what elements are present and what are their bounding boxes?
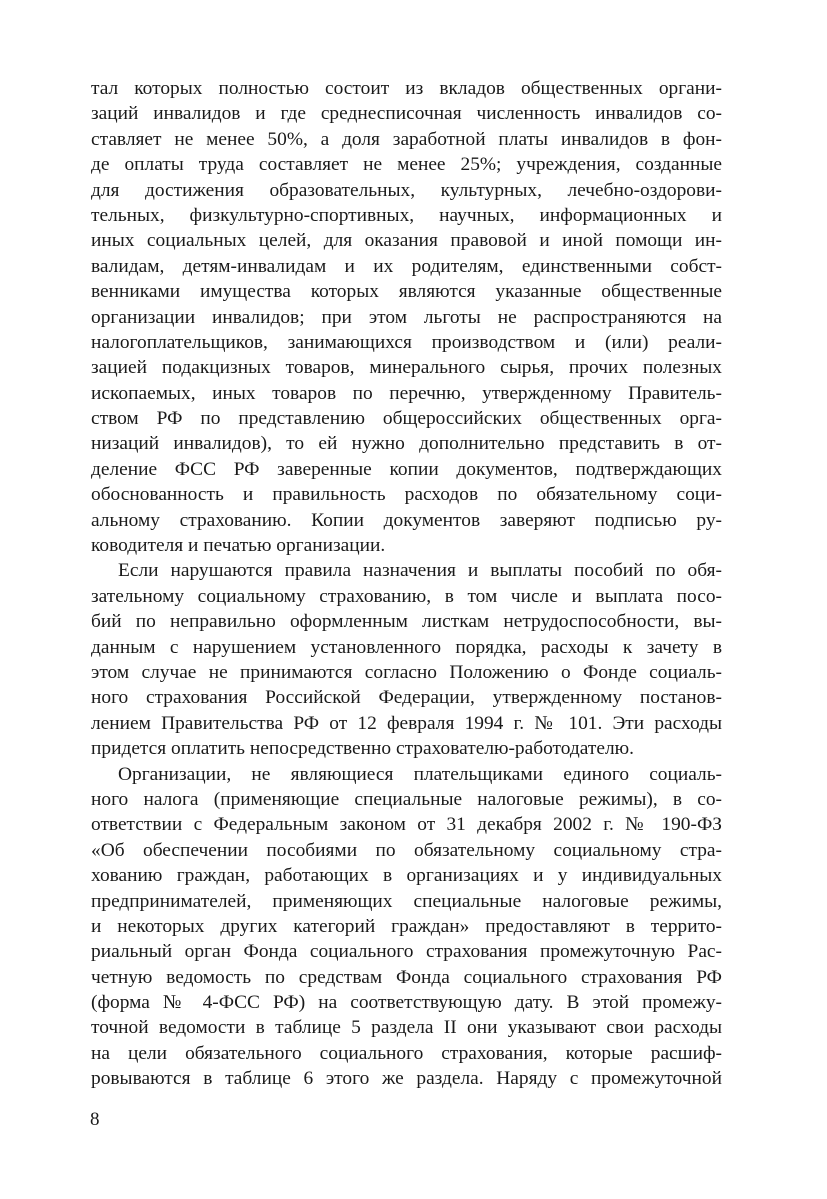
text-line: (форма № 4-ФСС РФ) на соответствующую дату. В этой промежу-: [91, 992, 722, 1014]
text-line: и некоторых других категорий граждан» предоставляют в террито-: [91, 915, 722, 937]
text-line: низаций инвалидов), то ей нужно дополнительно представить в от-: [91, 433, 722, 455]
text-line: предпринимателей, применяющих специальные налоговые режимы,: [91, 890, 722, 912]
text-line: заций инвалидов и где среднесписочная численность инвалидов со-: [91, 103, 722, 125]
text-line: венниками имущества которых являются указанные общественные: [91, 281, 722, 303]
text-line: зательному социальному страхованию, в том числе и выплата посо-: [91, 585, 722, 607]
text-line: ископаемых, иных товаров по перечню, утвержденному Правитель-: [91, 382, 722, 404]
text-line: четную ведомость по средствам Фонда социального страхования РФ: [91, 966, 722, 988]
text-line: бий по неправильно оформленным листкам нетрудоспособности, вы-: [91, 611, 722, 633]
text-line: ровываются в таблице 6 этого же раздела. Наряду с промежуточной: [91, 1068, 722, 1090]
page-number: 8: [90, 1109, 100, 1130]
paragraph-2: [91, 558, 722, 761]
body-text: [91, 76, 722, 1092]
text-line: для достижения образовательных, культурных, лечебно-оздорови-: [91, 179, 722, 201]
text-line: налогоплательщиков, занимающихся производством и (или) реали-: [91, 331, 722, 353]
text-line: «Об обеспечении пособиями по обязательному социальному стра-: [91, 839, 722, 861]
text-line: зацией подакцизных товаров, минерального сырья, прочих полезных: [91, 357, 722, 379]
text-line: этом случае не принимаются согласно Положению о Фонде социаль-: [91, 661, 722, 683]
text-line: ставляет не менее 50%, а доля заработной платы инвалидов в фон-: [91, 128, 722, 150]
text-line: ответствии с Федеральным законом от 31 декабря 2002 г. № 190-ФЗ: [91, 814, 722, 836]
text-line: ного налога (применяющие специальные налоговые режимы), в со-: [91, 788, 722, 810]
text-line: риальный орган Фонда социального страхования промежуточную Рас-: [91, 941, 722, 963]
text-line: придется оплатить непосредственно страхователю-работодателю.: [91, 738, 634, 760]
text-line: валидам, детям-инвалидам и их родителям, единственными собст-: [91, 255, 722, 277]
text-line: лением Правительства РФ от 12 февраля 1994 г. № 101. Эти расходы: [91, 712, 722, 734]
paragraph-3: [91, 762, 722, 1092]
text-line: ством РФ по представлению общероссийских общественных орга-: [91, 408, 722, 430]
text-line: данным с нарушением установленного порядка, расходы к зачету в: [91, 636, 722, 658]
text-line: ного страхования Российской Федерации, утвержденному постанов-: [91, 687, 722, 709]
text-line: организации инвалидов; при этом льготы не распространяются на: [91, 306, 722, 328]
text-line: на цели обязательного социального страхования, которые расшиф-: [91, 1042, 722, 1064]
text-line: тал которых полностью состоит из вкладов общественных органи-: [91, 78, 722, 99]
text-line: Если нарушаются правила назначения и выплаты пособий по обя-: [118, 560, 722, 582]
paragraph-1: [91, 76, 722, 558]
text-line: тельных, физкультурно-спортивных, научных, информационных и: [91, 204, 722, 226]
text-line: ководителя и печатью организации.: [91, 535, 386, 557]
text-line: деление ФСС РФ заверенные копии документов, подтверждающих: [91, 458, 722, 480]
text-line: точной ведомости в таблице 5 раздела II они указывают свои расходы: [91, 1017, 722, 1039]
text-line: обоснованность и правильность расходов по обязательному соци-: [91, 484, 722, 506]
text-line: де оплаты труда составляет не менее 25%; учреждения, созданные: [91, 154, 722, 176]
text-line: Организации, не являющиеся плательщиками единого социаль-: [118, 763, 722, 785]
text-line: альному страхованию. Копии документов заверяют подписью ру-: [91, 509, 722, 531]
text-line: хованию граждан, работающих в организациях и у индивидуальных: [91, 865, 722, 887]
text-line: иных социальных целей, для оказания правовой и иной помощи ин-: [91, 230, 722, 252]
